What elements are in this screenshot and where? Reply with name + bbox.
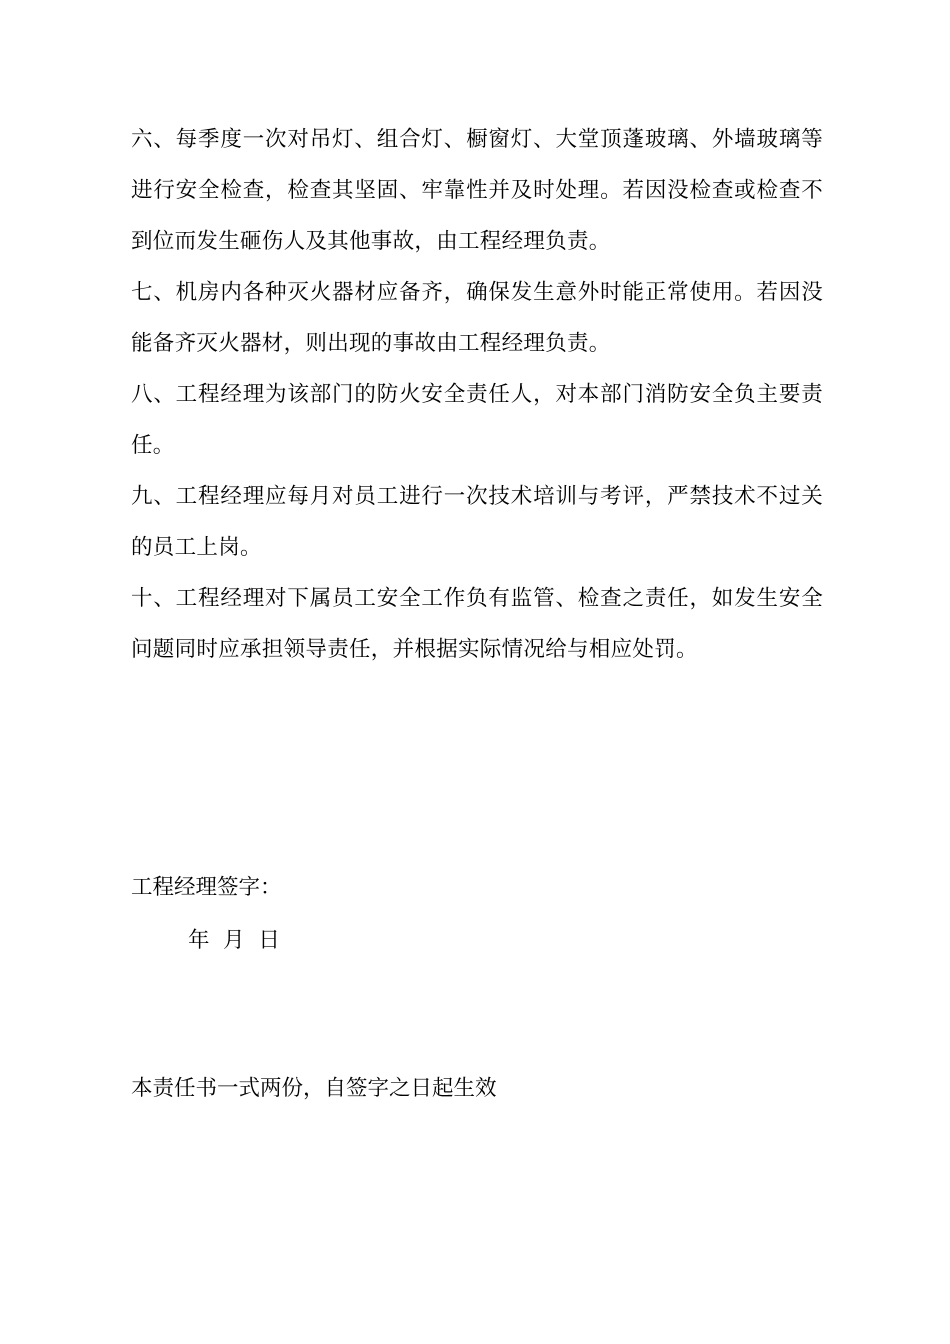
clause-10: 十、工程经理对下属员工安全工作负有监管、检查之责任，如发生安全问题同时应承担领导责任，并根据实际情况给与相应处罚。 [131,586,823,662]
clause-6: 六、每季度一次对吊灯、组合灯、橱窗灯、大堂顶蓬玻璃、外墙玻璃等进行安全检查，检查其坚固、牢靠性并及时处理。若因没检查或检查不到位而发生砸伤人及其他事故，由工程经理负责。 [131,127,823,254]
clause-list [131,114,823,675]
clause-8: 八、工程经理为该部门的防火安全责任人，对本部门消防安全负主要责任。 [131,382,823,458]
clause-7: 七、机房内各种灭火器材应备齐，确保发生意外时能正常使用。若因没能备齐灭火器材，则出现的事故由工程经理负责。 [131,280,823,356]
clause-9: 九、工程经理应每月对员工进行一次技术培训与考评，严禁技术不过关的员工上岗。 [131,484,823,560]
date-line: 年 月 日 [188,928,280,953]
footer-note: 本责任书一式两份，自签字之日起生效 [131,1076,497,1101]
signature-label: 工程经理签字： [131,875,282,900]
